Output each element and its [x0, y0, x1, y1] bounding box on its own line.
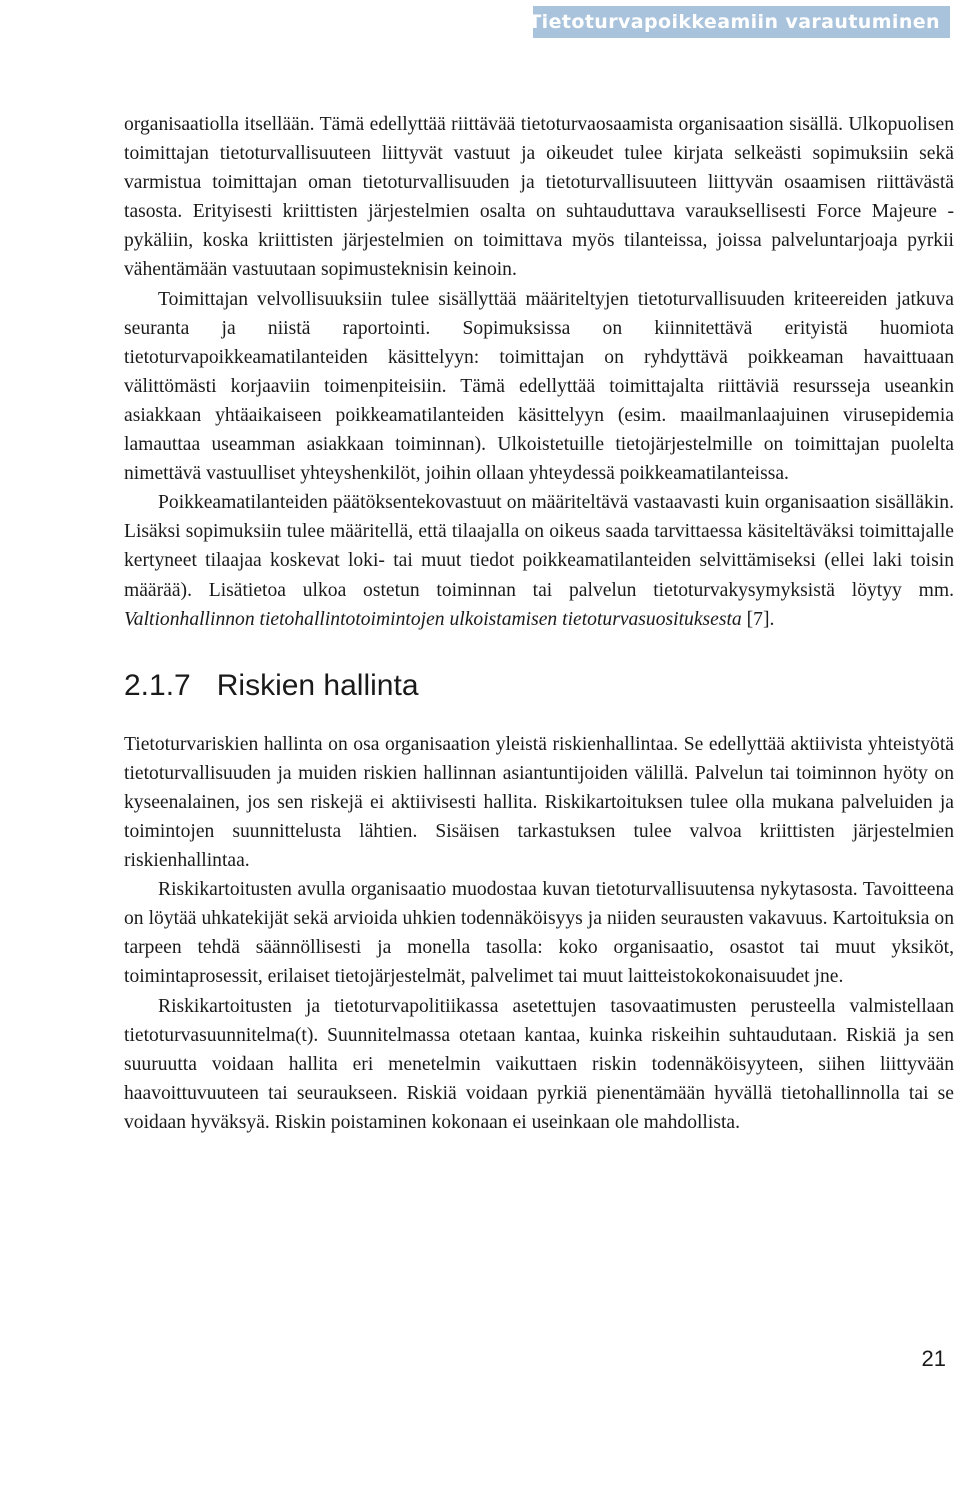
section-paragraph-3: Riskikartoitusten ja tietoturvapolitiikassa asetettujen tasovaatimusten perusteella valmistellaan tietoturvasuunnitelma(t). Suunnitelmassa otetaan kantaa, kuinka riskeihin suhtaudutaan. Riskiä ja sen suuruutta voidaan hallita eri menetelmin vaikuttaen riskin todennäköisyyteen, siihen liittyvään haavoittuvuuteen tai seuraukseen. Riskiä voidaan pyrkiä pienentämään hyvällä tietohallinnolla tai se voidaan hyväksyä. Riskin poistaminen kokonaan ei useinkaan ole mahdollista.: [124, 995, 954, 1133]
citation-reference: [7].: [741, 608, 775, 630]
paragraph-3-text: Poikkeamatilanteiden päätöksentekovastuut on määriteltävä vastaavasti kuin organisaation sisälläkin. Lisäksi sopimuksiin tulee määritellä, että tilaajalla on oikeus saada tarvittaessa käsiteltäväksi toimittajalle kertyneet tilaajaa koskevat loki- tai muut tiedot poikkeamatilanteiden selvittämiseksi (ellei laki toisin määrää). Lisätietoa ulkoa ostetun toiminnan tai palvelun tietoturvakysymyksistä löytyy mm.: [124, 492, 954, 601]
section-heading: [124, 668, 954, 704]
page-number: 21: [921, 1346, 946, 1371]
paragraph-3: [124, 488, 954, 633]
citation-title: Valtionhallinnon tietohallintotoimintojen ulkoistamisen tietoturvasuosituksesta: [124, 608, 742, 630]
page-body: [124, 110, 954, 1137]
section-number: 2.1.7: [124, 668, 191, 702]
section-paragraph-2: Riskikartoitusten avulla organisaatio muodostaa kuvan tietoturvallisuutensa nykytasosta. Tavoitteena on löytää uhkatekijät sekä arvioida uhkien todennäköisyys ja niiden seurausten vakavuus. Kartoituksia on tarpeen tehdä säännöllisesti ja monella tasolla: koko organisaatio, osastot tai muut yksiköt, toimintaprosessit, erilaiset tietojärjestelmät, palvelimet tai muut laitteistokokonaisuudet jne.: [124, 879, 954, 988]
running-header: [507, 6, 950, 38]
section-title: Riskien hallinta: [216, 668, 419, 702]
section-paragraph-1: Tietoturvariskien hallinta on osa organisaation yleistä riskienhallintaa. Se edellyttää aktiivista yhteistyötä tietoturvallisuuden ja muiden riskien hallinnan asiantuntijoiden välillä. Palvelun tai toiminnon hyöty on kyseenalainen, jos sen riskejä ei aktiivisesti hallita. Riskikartoituksen tulee olla mukana palveluiden ja toimintojen suunnittelusta lähtien. Sisäisen tarkastuksen tulee valvoa kriittisten järjestelmien riskienhallintaa.: [124, 733, 954, 872]
paragraph-1: organisaatiolla itsellään. Tämä edellyttää riittävää tietoturvaosaamista organisaation sisällä. Ulkopuolisen toimittajan tietoturvallisuuteen liittyvät vastuut ja oikeudet tulee kirjata selkeästi sopimuksiin sekä varmistua toimittajan oman tietoturvallisuuden ja tietoturvallisuuteen liittyvän osaamisen riittävästä tasosta. Erityisesti kriittisten järjestelmien osalta on suhtauduttava varauksellisesti Force Majeure -pykäliin, koska kriittisten järjestelmien on toimittava myös tilanteissa, joissa palveluntarjoaja pyrkii vähentämään vastuutaan sopimusteknisin keinoin.: [124, 114, 954, 281]
paragraph-2: Toimittajan velvollisuuksiin tulee sisällyttää määriteltyjen tietoturvallisuuden kriteereiden jatkuva seuranta ja niistä raportointi. Sopimuksissa on kiinnitettävä erityistä huomiota tietoturvapoikkeamatilanteiden käsittelyyn: toimittajan on ryhdyttävä poikkeaman havaittuaan välittömästi korjaaviin toimenpiteisiin. Tämä edellyttää toimittajalta riittäviä resursseja useankin asiakkaan yhtäaikaiseen poikkeamatilanteiden käsittelyyn (esim. maailmanlaajuinen virusepidemia lamauttaa useamman asiakkaan toiminnan). Ulkoistetuille tietojärjestelmille on toimittajan puolelta nimettävä vastuulliset yhteyshenkilöt, joihin ollaan yhteydessä poikkeamatilanteissa.: [124, 288, 954, 485]
running-header-title: 2 Tietoturvapoikkeamiin varautuminen: [507, 11, 940, 33]
